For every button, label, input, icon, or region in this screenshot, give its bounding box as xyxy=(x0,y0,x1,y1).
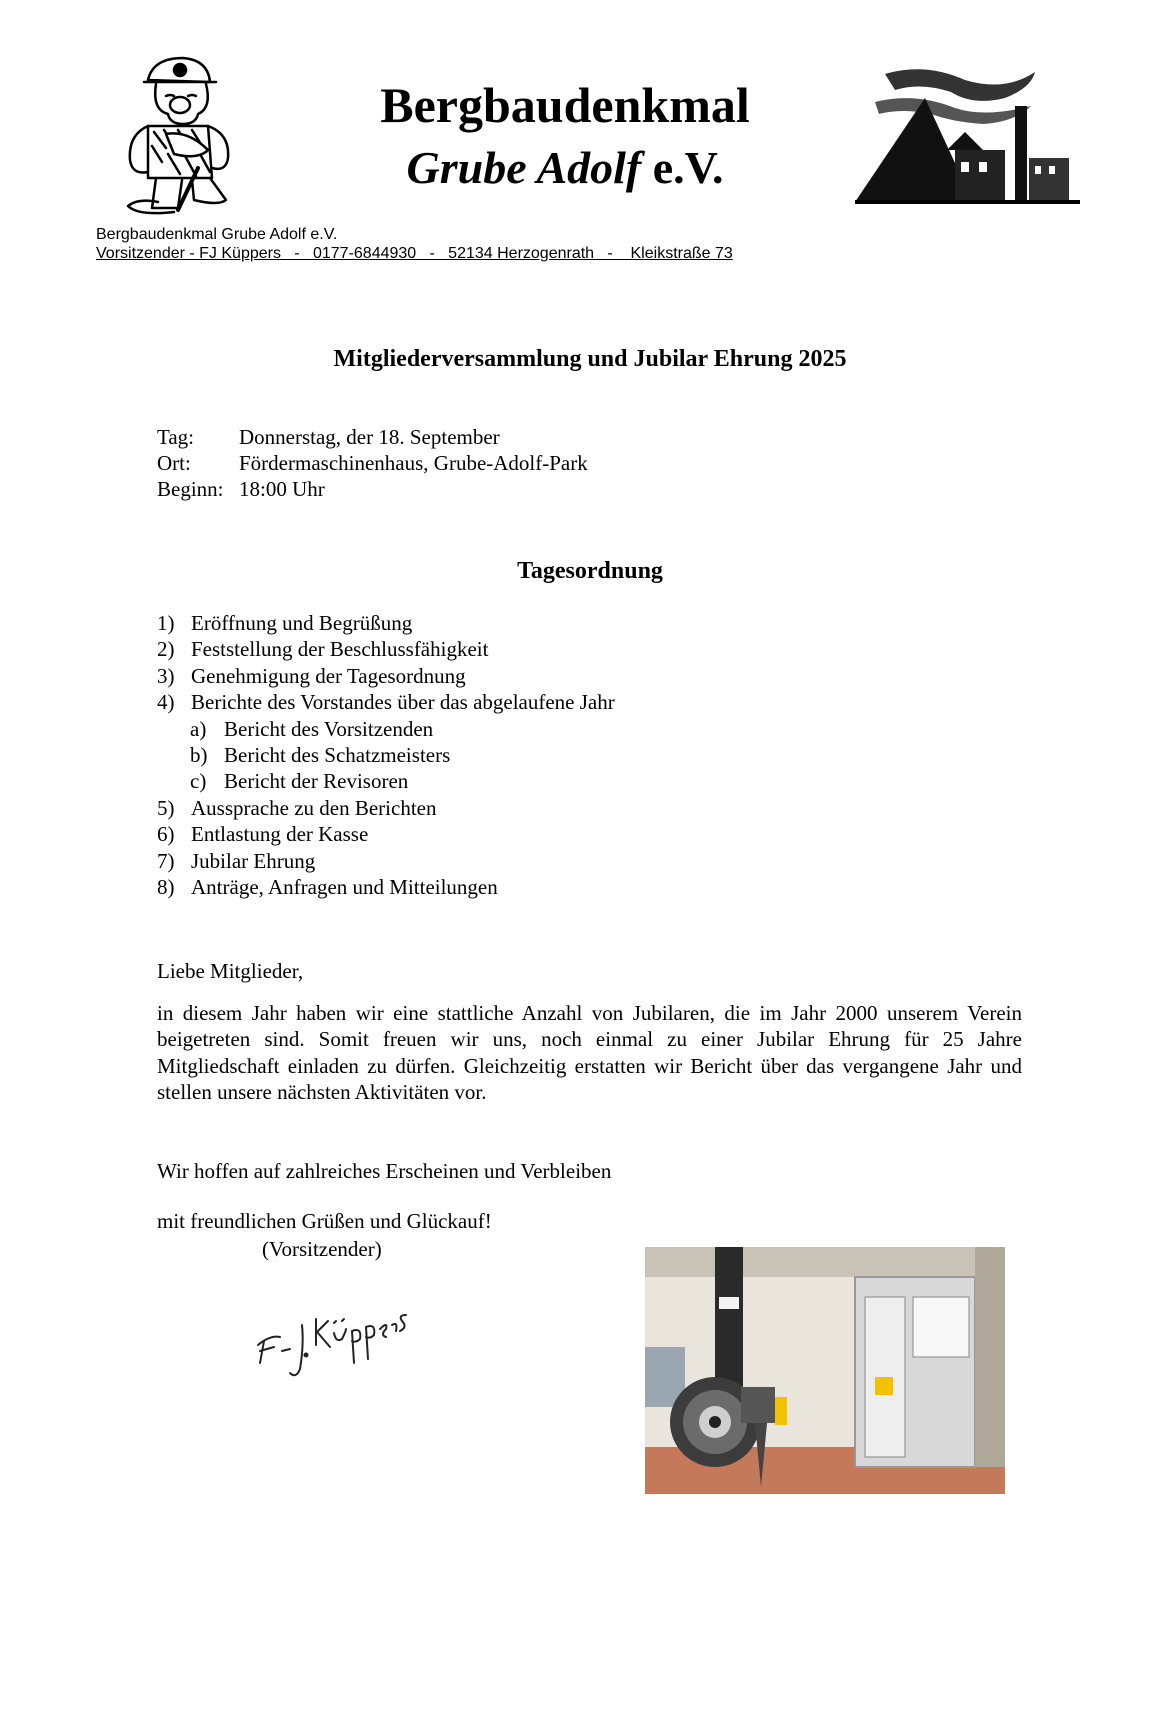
agenda-item-number: 5) xyxy=(157,795,175,820)
agenda-subitem-letter: a) xyxy=(190,716,207,741)
meeting-day-value: Donnerstag, der 18. September xyxy=(239,425,500,449)
agenda-item-number: 7) xyxy=(157,848,175,873)
agenda-item-number: 2) xyxy=(157,637,175,662)
agenda-item xyxy=(157,663,615,689)
agenda-subitem xyxy=(157,742,615,768)
agenda-item-text: Genehmigung der Tagesordnung xyxy=(191,663,466,688)
organization-name: Bergbaudenkmal xyxy=(380,77,750,133)
organization-suffix: e.V. xyxy=(652,142,724,193)
agenda-item-number: 6) xyxy=(157,822,175,847)
document-title: Mitgliederversammlung und Jubilar Ehrung 2025 xyxy=(333,346,847,372)
agenda-item xyxy=(157,689,615,715)
agenda-item-text: Berichte des Vorstandes über das abgelaufene Jahr xyxy=(191,690,615,715)
colliery-with-smokestack-icon xyxy=(855,62,1080,207)
meeting-start-label: Beginn: xyxy=(157,477,224,501)
agenda-item xyxy=(157,795,615,821)
handwritten-signature xyxy=(250,1285,420,1385)
agenda-item xyxy=(157,821,615,847)
hoisting-machine-hall-photo-icon xyxy=(645,1247,1005,1494)
agenda-item-text: Eröffnung und Begrüßung xyxy=(191,611,413,635)
letter-hope-line: Wir hoffen auf zahlreiches Erscheinen und Verbleiben xyxy=(157,1159,612,1183)
agenda-item-number: 4) xyxy=(157,690,175,715)
letter-closing: mit freundlichen Grüßen und Glückauf! xyxy=(157,1209,492,1233)
agenda-subitem-text: Bericht der Revisoren xyxy=(224,769,409,794)
agenda-item-text: Anträge, Anfragen und Mitteilungen xyxy=(191,875,498,900)
agenda-subitem xyxy=(157,768,615,794)
meeting-start-value: 18:00 Uhr xyxy=(239,477,325,501)
organization-subname-italic: Grube Adolf xyxy=(406,142,642,193)
meeting-place-value: Fördermaschinenhaus, Grube-Adolf-Park xyxy=(239,451,588,475)
signer-role: (Vorsitzender) xyxy=(262,1237,382,1261)
organization-subname xyxy=(300,140,830,196)
miner-logo-icon xyxy=(108,50,283,215)
agenda-item-text: Feststellung der Beschlussfähigkeit xyxy=(191,637,489,662)
meeting-day xyxy=(157,424,500,450)
agenda-item xyxy=(157,874,615,900)
meeting-place xyxy=(157,450,588,476)
agenda-title: Tagesordnung xyxy=(517,558,663,584)
agenda-subitem-text: Bericht des Schatzmeisters xyxy=(224,743,451,768)
agenda-subitem-text: Bericht des Vorsitzenden xyxy=(224,716,434,741)
agenda-item-text: Aussprache zu den Berichten xyxy=(191,795,437,820)
agenda-subitem xyxy=(157,716,615,742)
agenda-item-number: 3) xyxy=(157,663,175,688)
meeting-place-label: Ort: xyxy=(157,451,191,475)
agenda-item xyxy=(157,848,615,874)
agenda-item xyxy=(157,636,615,662)
letter-body: in diesem Jahr haben wir eine stattliche Anzahl von Jubilaren, die im Jahr 2000 unserem Verein beigetreten sind. Somit freuen wir uns, noch einmal zu einer Jubilar Ehrung für 25 Jahre Mitgliedschaft einladen zu dürfen. Gleichzeitig erstatten wir Bericht über das vergangene Jahr und stellen unsere nächsten Aktivitäten vor. xyxy=(157,1001,1022,1105)
agenda-subitem-letter: b) xyxy=(190,743,208,768)
agenda-item xyxy=(157,610,615,636)
agenda-item-number: 8) xyxy=(157,875,175,900)
meeting-start xyxy=(157,476,325,502)
agenda-item-number: 1) xyxy=(157,611,175,635)
sender-address-line-2: Vorsitzender - FJ Küppers - 0177-6844930 - 52134 Herzogenrath - Kleikstraße 73 xyxy=(96,245,733,262)
agenda-subitem-letter: c) xyxy=(190,769,207,794)
agenda-list xyxy=(157,610,615,900)
sender-address-line-1: Bergbaudenkmal Grube Adolf e.V. xyxy=(96,226,338,243)
meeting-day-label: Tag: xyxy=(157,425,195,449)
salutation: Liebe Mitglieder, xyxy=(157,959,304,983)
agenda-item-text: Entlastung der Kasse xyxy=(191,822,369,847)
agenda-item-text: Jubilar Ehrung xyxy=(191,848,316,873)
